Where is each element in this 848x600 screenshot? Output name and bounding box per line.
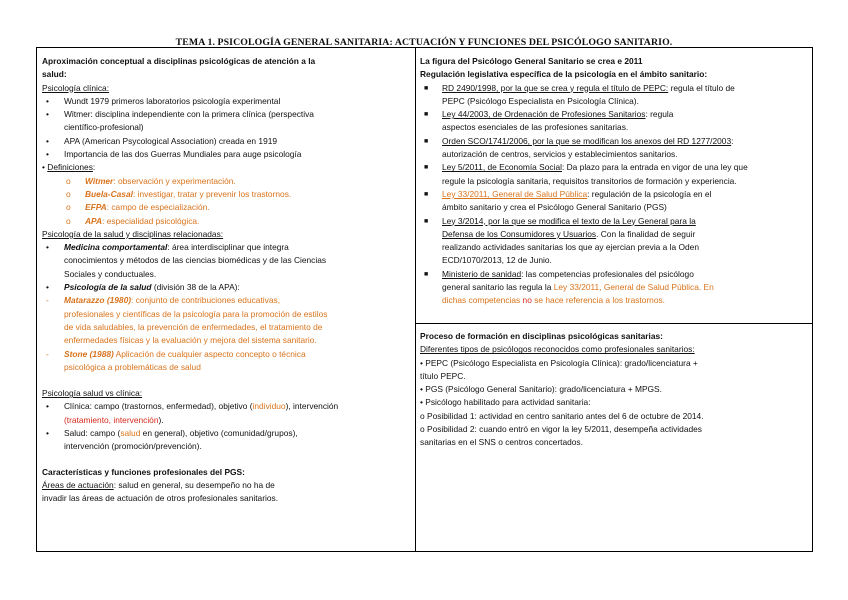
rb-line: • PGS (Psicólogo General Sanitario): grado/licenciatura + MPGS. [420,384,662,395]
law-item: ■ RD 2490/1998, por la que se crea y regula el título de PEPC: regula el título de PEPC (Psicólogo Especialista en Psicología Clínica). [424,82,735,106]
rb-subheading: Diferentes tipos de psicólogos reconocidos como profesionales sanitarios: [420,344,695,355]
clinica-title: Psicología clínica: [42,82,110,93]
bullet-icon: • [46,282,49,293]
law-item: ■ Orden SCO/1741/2006, por la que se modifican los anexos del RD 1277/2003: autorización de centros, servicios y establecimientos sanitarios. [424,135,734,160]
rb-line: o Posibilidad 1: actividad en centro sanitario antes del 6 de octubre de 2014. [420,410,704,421]
list-item: - Matarazzo (1980): conjunto de contribuciones educativas, profesionales y científicas de la psicología para la promoción de estilos de vida saludables, la prevención de enfermedades, el tratamiento de enfermedades físicas y la evaluación y mejora del sistema sanitario. [46,295,328,346]
law-item: ■ Ley 33/2011, General de Salud Pública: regulación de la psicología en el ámbito sanitario y crea el Psicólogo General Sanitario (PGS) [424,188,712,213]
rb-line: • Psicólogo habilitado para actividad sanitaria: [420,397,591,408]
column-divider [415,47,416,552]
definition-item: o Buela-Casal: investigar, tratar y prevenir los trastornos. [42,188,410,201]
bullet-icon: • [46,242,49,253]
right-top-cell [420,55,808,308]
right-bottom-cell [420,330,808,450]
row-divider [415,323,813,324]
list-item: - Stone (1988) Aplicación de cualquier aspecto concepto o técnica psicológica a problemáticas de salud [46,348,306,372]
dash-icon: - [46,348,49,359]
left-cell [42,55,410,506]
law-item: ■ Ley 44/2003, de Ordenación de Profesiones Sanitarios: regula aspectos esenciales de las profesiones sanitarias. [424,109,674,133]
definition-item: o APA: especialidad psicológica. [42,215,410,228]
square-bullet-icon: ■ [424,270,429,278]
list-item: • Importancia de las dos Guerras Mundiales para auge psicología [42,148,410,161]
definition-item: o Witmer: observación y experimentación. [42,175,410,188]
definiciones-title: • Definiciones: [42,162,96,173]
bullet-icon: • [46,95,49,106]
bullet-icon: • [46,401,49,412]
bullet-icon: • [46,149,49,160]
left-heading: Aproximación conceptual a disciplinas psicológicas de atención a la [42,56,316,66]
bullet-icon: • [46,135,49,146]
rt-heading: La figura del Psicólogo General Sanitario se crea e 2011 [420,56,643,66]
list-item: • Witmer: disciplina independiente con la primera clínica (perspectiva científico-profesional) [46,109,314,133]
list-item: • APA (American Psycological Association) creada en 1919 [42,135,410,148]
list-item: • Salud: campo (salud en general), objetivo (comunidad/grupos), intervención (promoción/prevención). [46,428,298,452]
rb-line: o Posibilidad 2: cuando entró en vigor la ley 5/2011, desempeña actividades [420,424,702,435]
circle-bullet-icon: o [66,202,71,213]
pgs-title: Características y funciones profesionales del PGS: [42,466,245,477]
document-title: TEMA 1. PSICOLOGÍA GENERAL SANITARIA: ACTUACIÓN Y FUNCIONES DEL PSICÓLOGO SANITARIO. [175,37,673,48]
bullet-icon: • [42,162,45,173]
law-item: ■ Ley 5/2011, de Economía Social: Da plazo para la entrada en vigor de una ley que regule la psicología sanitaria, requisitos transitorios de formación y experiencia. [424,162,748,186]
list-item: • Medicina comportamental: área interdisciplinar que integra conocimientos y métodos de las ciencias biomédicas y de las Ciencias Sociales y conductuales. [46,242,327,279]
square-bullet-icon: ■ [424,111,429,119]
rb-heading: Proceso de formación en disciplinas psicológicas sanitarias: [420,331,663,341]
bullet-icon: • [46,428,49,439]
law-item: ■ Ministerio de sanidad: las competencias profesionales del psicólogo general sanitario las regula la Ley 33/2011, General de Salud Pública. En dichas competencias no se hace referencia a los trastornos. [424,268,714,306]
square-bullet-icon: ■ [424,84,429,92]
left-heading-cont: salud: [42,69,67,80]
vs-title: Psicología salud vs clínica: [42,388,143,399]
circle-bullet-icon: o [66,215,71,226]
areas-paragraph: Áreas de actuación: salud en general, su desempeño no ha de invadir las áreas de actuación de otros profesionales sanitarios. [42,479,279,504]
rb-line: • PEPC (Psicólogo Especialista en Psicología Clínica): grado/licenciatura + [420,357,698,368]
rb-line: título PEPC. [420,370,466,381]
dash-icon: - [46,295,49,306]
list-item: • Wundt 1979 primeros laboratorios psicología experimental [42,95,410,108]
list-item: • Psicología de la salud (división 38 de la APA): [42,281,410,294]
rb-line: sanitarias en el SNS o centros concertados. [420,437,583,448]
definition-item: o EFPA: campo de especialización. [42,201,410,214]
law-item: ■ Ley 3/2014, por la que se modifica el texto de la Ley General para la Defensa de los Consumidores y Usuarios. Con la finalidad de seguir realizando actividades sanitarias los que ay ejercian previa a la Oden ECD/1070/2013, 12 de Junio. [424,215,699,266]
square-bullet-icon: ■ [424,190,429,198]
square-bullet-icon: ■ [424,164,429,172]
list-item: • Clínica: campo (trastornos, enfermedad), objetivo (individuo), intervención (tratamiento, intervención). [46,401,339,425]
rt-subheading: Regulación legislativa específica de la psicología en el ámbito sanitario: [420,69,708,80]
circle-bullet-icon: o [66,188,71,199]
circle-bullet-icon: o [66,175,71,186]
square-bullet-icon: ■ [424,137,429,145]
salud-title: Psicología de la salud y disciplinas relacionadas: [42,228,224,239]
square-bullet-icon: ■ [424,217,429,225]
bullet-icon: • [46,109,49,120]
